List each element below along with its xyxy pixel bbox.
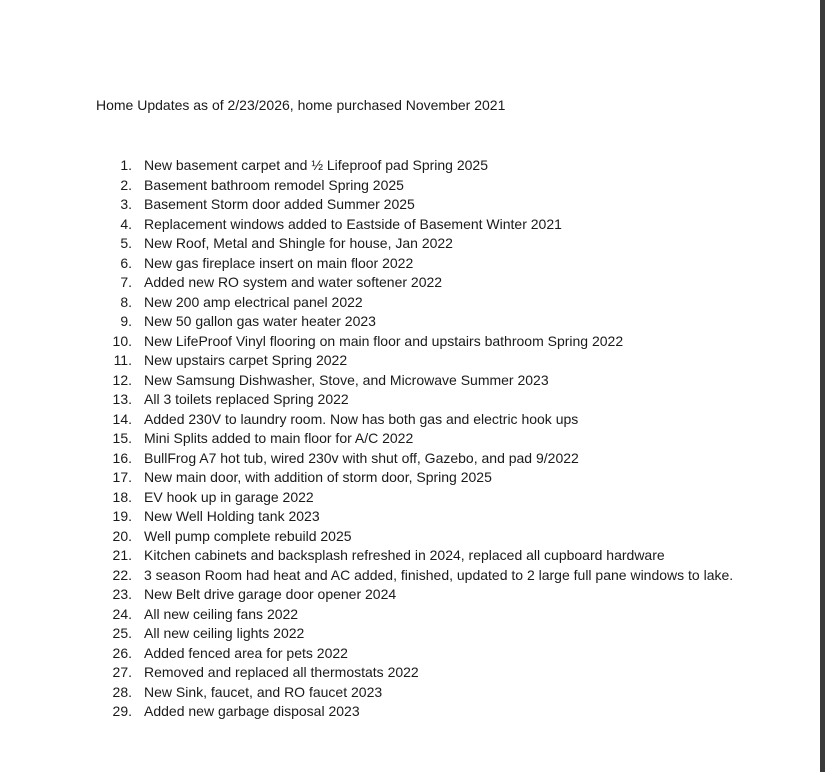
list-item bbox=[110, 449, 733, 469]
list-item-text: Basement Storm door added Summer 2025 bbox=[144, 196, 415, 212]
list-item-number: 8. bbox=[120, 293, 132, 310]
list-item-text: New LifeProof Vinyl flooring on main floor and upstairs bathroom Spring 2022 bbox=[144, 332, 624, 349]
list-item-text: Kitchen cabinets and backsplash refreshed in 2024, replaced all cupboard hardware bbox=[144, 547, 665, 563]
list-item-number: 24. bbox=[112, 605, 132, 622]
list-item-text: Replacement windows added to Eastside of Basement Winter 2021 bbox=[144, 215, 562, 232]
list-item-number: 21. bbox=[112, 547, 132, 563]
list-item-number: 5. bbox=[120, 235, 132, 251]
list-item-number: 6. bbox=[120, 254, 132, 271]
document-title: Home Updates as of 2/23/2026, home purchased November 2021 bbox=[96, 97, 506, 113]
list-item-text: All 3 toilets replaced Spring 2022 bbox=[144, 391, 349, 407]
list-item bbox=[110, 546, 733, 566]
list-item-text: New Sink, faucet, and RO faucet 2023 bbox=[144, 683, 383, 700]
list-item bbox=[110, 644, 733, 664]
list-item-number: 4. bbox=[120, 215, 132, 232]
list-item bbox=[110, 332, 733, 352]
list-item-text: New main door, with addition of storm door, Spring 2025 bbox=[144, 469, 492, 485]
list-item-number: 12. bbox=[112, 371, 132, 388]
list-item bbox=[110, 507, 733, 527]
list-item bbox=[110, 215, 733, 235]
list-item-text: New Samsung Dishwasher, Stove, and Microwave Summer 2023 bbox=[144, 371, 549, 388]
list-item-text: Added 230V to laundry room. Now has both gas and electric hook ups bbox=[144, 410, 579, 427]
list-item-text: Well pump complete rebuild 2025 bbox=[144, 527, 352, 544]
list-item bbox=[110, 566, 733, 586]
update-list bbox=[110, 156, 733, 722]
list-item-text: All new ceiling lights 2022 bbox=[144, 625, 305, 641]
list-item-number: 19. bbox=[112, 508, 132, 524]
list-item bbox=[110, 527, 733, 547]
list-item bbox=[110, 624, 733, 644]
list-item-text: Added fenced area for pets 2022 bbox=[144, 644, 348, 661]
list-item-number: 22. bbox=[112, 566, 132, 583]
list-item bbox=[110, 371, 733, 391]
list-item-number: 13. bbox=[112, 391, 132, 407]
list-item bbox=[110, 195, 733, 215]
page-edge bbox=[820, 0, 825, 772]
list-item-text: New Belt drive garage door opener 2024 bbox=[144, 586, 397, 602]
list-item-text: New 50 gallon gas water heater 2023 bbox=[144, 313, 376, 329]
list-item-number: 27. bbox=[112, 664, 132, 680]
list-item-text: EV hook up in garage 2022 bbox=[144, 488, 314, 505]
list-item-number: 9. bbox=[120, 313, 132, 329]
list-item-text: Added new garbage disposal 2023 bbox=[144, 703, 360, 719]
list-item-text: New gas fireplace insert on main floor 2022 bbox=[144, 254, 414, 271]
list-item bbox=[110, 585, 733, 605]
list-item-number: 29. bbox=[112, 703, 132, 719]
list-item bbox=[110, 663, 733, 683]
list-item-number: 15. bbox=[112, 430, 132, 446]
list-item bbox=[110, 234, 733, 254]
list-item-number: 16. bbox=[112, 449, 132, 466]
list-item-number: 2. bbox=[120, 176, 132, 193]
list-item bbox=[110, 468, 733, 488]
list-item-number: 28. bbox=[112, 683, 132, 700]
list-item bbox=[110, 683, 733, 703]
list-item-number: 25. bbox=[112, 625, 132, 641]
list-item-text: Mini Splits added to main floor for A/C 2022 bbox=[144, 430, 414, 446]
list-item bbox=[110, 156, 733, 176]
list-item-text: New Well Holding tank 2023 bbox=[144, 508, 320, 524]
list-item-number: 10. bbox=[112, 332, 132, 349]
list-item bbox=[110, 410, 733, 430]
list-item-number: 7. bbox=[120, 274, 132, 290]
list-item bbox=[110, 273, 733, 293]
list-item bbox=[110, 390, 733, 410]
list-item-text: All new ceiling fans 2022 bbox=[144, 605, 299, 622]
list-item bbox=[110, 176, 733, 196]
list-item-text: New Roof, Metal and Shingle for house, Jan 2022 bbox=[144, 235, 453, 251]
list-item-number: 20. bbox=[112, 527, 132, 544]
list-item bbox=[110, 702, 733, 722]
list-item bbox=[110, 312, 733, 332]
list-item-number: 26. bbox=[112, 644, 132, 661]
list-item-text: Basement bathroom remodel Spring 2025 bbox=[144, 176, 404, 193]
list-item-text: New upstairs carpet Spring 2022 bbox=[144, 352, 348, 368]
list-item-number: 18. bbox=[112, 488, 132, 505]
list-item bbox=[110, 293, 733, 313]
list-item-text: Removed and replaced all thermostats 2022 bbox=[144, 664, 419, 680]
list-item-number: 17. bbox=[112, 469, 132, 485]
list-item bbox=[110, 254, 733, 274]
list-item bbox=[110, 605, 733, 625]
list-item-number: 1. bbox=[120, 157, 132, 173]
list-item bbox=[110, 429, 733, 449]
list-item-number: 23. bbox=[112, 586, 132, 602]
list-item-text: Added new RO system and water softener 2022 bbox=[144, 274, 443, 290]
list-item bbox=[110, 488, 733, 508]
list-item-number: 11. bbox=[113, 352, 132, 368]
list-item bbox=[110, 351, 733, 371]
list-item-text: 3 season Room had heat and AC added, finished, updated to 2 large full pane windows to lake. bbox=[144, 566, 734, 583]
list-item-text: BullFrog A7 hot tub, wired 230v with shut off, Gazebo, and pad 9/2022 bbox=[144, 449, 579, 466]
list-item-text: New 200 amp electrical panel 2022 bbox=[144, 293, 363, 310]
list-item-number: 14. bbox=[112, 410, 132, 427]
list-item-number: 3. bbox=[120, 196, 132, 212]
list-item-text: New basement carpet and ½ Lifeproof pad Spring 2025 bbox=[144, 157, 489, 173]
